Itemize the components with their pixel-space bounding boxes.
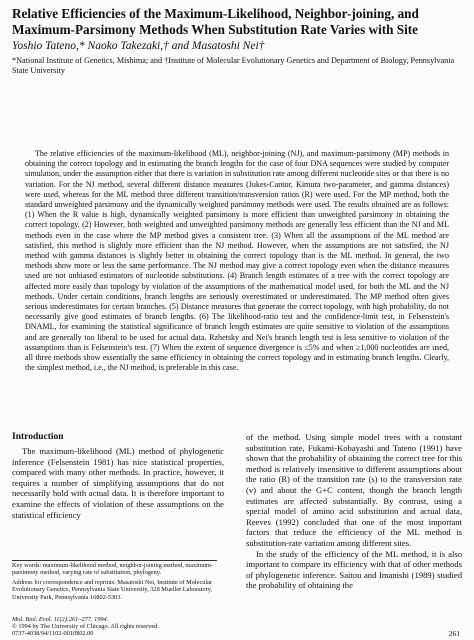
journal-reference: Mol. Biol. Evol. 11(2):261–277. 1994. <box>12 616 109 623</box>
intro-paragraph-right-2: In the study of the efficiency of the ML method, it is also important to compare its efficiency with that of other methods of phylogenetic inference. Saitou and Imanishi (1989) studied the probability of obtaining the <box>246 548 462 591</box>
correspondence-address: Address for correspondence and reprints: Masatoshi Nei, Institute of Molecular Evolutionary Genetics, Pennsylvania State University, 328 Mueller Laboratory, University Park, Pennsylvania 16802-5303. <box>12 578 213 601</box>
paper-title: Relative Efficiencies of the Maximum-Likelihood, Neighbor-joining, and Maximum-Parsimony Methods When Substitution Rate Varies with Site <box>12 6 419 37</box>
intro-paragraph-left: The maximum-likelihood (ML) method of phylogenetic inference (Felsenstein 1981) has nice statistical properties, compared with many other methods. In practice, however, it requires a number of simplifying assumptions that do not necessarily hold with actual data. It is therefore important to examine the effects of violation of these assumptions on the statistical efficiency <box>12 446 224 520</box>
journal-info <box>12 616 224 638</box>
abstract: The relative efficiencies of the maximum-likelihood (ML), neighbor-joining (NJ), and maximum-parsimony (MP) methods in obtaining the correct topology and in estimating the branch lengths for the case of four DNA sequences were studied by computer simulation, under the assumption either that there is variation in substitution rate among different nucleotide sites or that there is no variation. For the NJ method, several different distance measures (Jukes-Cantor, Kimura two-parameter, and gamma distances) were used, whereas for the ML method three different transition/transversion ratios (R) were used. For the MP method, both the standard unweighted parsimony and the dynamically weighted parsimony methods were used. The results obtained are as follows: (1) When the R value is high, dynamically weighted parsimony is more efficient than unweighted parsimony in obtaining the correct topology. (2) However, both weighted and unweighted parsimony methods are generally less efficient than the NJ and ML methods even in the case where the MP method gives a consistent tree. (3) When all the assumptions of the ML method are satisfied, this method is slightly more efficient than the NJ method. However, when the assumptions are not satisfied, the NJ method with gamma distances is slightly better in obtaining the correct topology than is the ML method. In general, the two methods show more or less the same performance. The NJ method may give a correct topology even when the distance measures used are not unbiased estimators of nucleotide substitutions. (4) Branch length estimates of a tree with the correct topology are affected more easily than topology by violation of the assumptions of the mathematical model used, for both the ML and the NJ methods. Under certain conditions, branch lengths are seriously overestimated or underestimated. The MP method often gives serious underestimates for certain branches. (5) Distance measures that generate the correct topology, with high probability, do not necessarily give good estimates of branch lengths. (6) The likelihood-ratio test and the confidence-limit test, in Felsenstein's DNAML, for examining the statistical significance of branch length estimates are quite sensitive to violation of the assumptions and are generally too liberal to be used for actual data. Rzhetsky and Nei's branch length test is less sensitive to violation of the assumptions than is Felsenstein's test. (7) When the extent of sequence divergence is ≤5% and when ≥1,000 nucleotides are used, all three methods show essentially the same efficiency in obtaining the correct topology and in estimating branch lengths. Clearly, the simplest method, i.e., the NJ method, is preferable in this case. <box>25 149 449 373</box>
left-column <box>12 446 224 520</box>
footnotes <box>12 562 224 603</box>
section-heading: Introduction <box>12 432 64 442</box>
author-list: Yoshio Tateno,* Naoko Takezaki,† and Masatoshi Nei† <box>12 40 265 52</box>
issn-code: 0737-4038/94/1102-0010$02.00 <box>12 630 94 638</box>
footnote-divider <box>12 560 217 561</box>
page-number: 261 <box>448 629 460 638</box>
copyright-notice: © 1994 by The University of Chicago. All rights reserved. <box>12 623 159 631</box>
intro-paragraph-right-1: of the method. Using simple model trees with a constant substitution rate, Fukami-Kobayashi and Tateno (1991) have shown that the probability of obtaining the correct tree for this method is relatively insensitive to different assumptions about the ratio (R) of the transition rate (s) to the transversion rate (v) and about the G+C content, though the branch length estimates are affected substantially. By contrast, using a special model of amino acid substitution and actual data, Reeves (1992) concluded that one of the most important factors that reduce the efficiency of the ML method is substitution-rate variation among different sites. <box>246 432 462 548</box>
right-column <box>246 432 462 591</box>
affiliation: *National Institute of Genetics, Mishima; and †Institute of Molecular Evolutionary Genetics and Department of Biology, Pennsylvania State University <box>12 56 455 75</box>
keywords: Key words: maximum-likelihood method, neighbor-joining method, maximum-parsimony method, varying rate of substitution, phylogeny. <box>12 562 213 577</box>
